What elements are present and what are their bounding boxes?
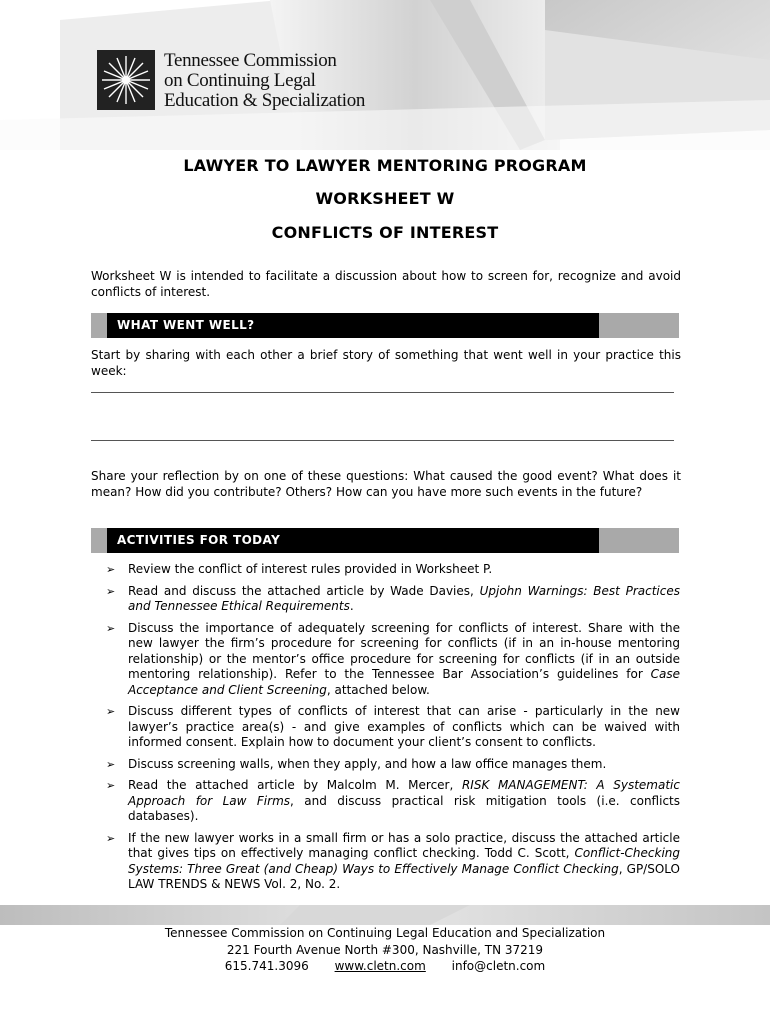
answer-line[interactable] (91, 440, 674, 441)
header-banner (0, 0, 770, 150)
commission-name (164, 51, 365, 111)
arrow-bullet-icon: ➢ (106, 705, 116, 718)
footer-org: Tennessee Commission on Continuing Legal Education and Specialization (164, 926, 606, 940)
footer-phone: 615.741.3096 (224, 959, 309, 973)
footer-band (0, 905, 770, 925)
article-title: Conflict-Checking Systems: Three Great (and Cheap) Ways to Effectively Manage Conflict Checking (128, 846, 680, 876)
guideline-title: Case Acceptance and Client Screening (128, 667, 680, 697)
list-item: ➢ If the new lawyer works in a small firm or has a solo practice, discuss the attached article that gives tips on effectively managing conflict checking. Todd C. Scott, Conflict-Checking Systems: Three Great (and Cheap) Ways to Effectively Manage Conflict Checking, GP/SOLO LAW TRENDS & NEWS Vol. 2, No. 2. (106, 830, 680, 891)
section-heading: WHAT WENT WELL? (117, 318, 255, 332)
list-item: ➢ Discuss screening walls, when they apply, and how a law office manages them. (106, 756, 607, 771)
arrow-bullet-icon: ➢ (106, 779, 116, 792)
what-went-well-header (91, 313, 679, 338)
star-burst-icon (97, 50, 155, 110)
list-item: ➢ Read the attached article by Malcolm M. Mercer, RISK MANAGEMENT: A Systematic Approach for Law Firms, and discuss practical risk mitigation tools (i.e. conflicts databases). (106, 778, 681, 823)
arrow-bullet-icon: ➢ (106, 757, 116, 771)
list-item: ➢ Discuss different types of conflicts of interest that can arise - particularly in the new lawyer’s practice area(s) - and give examples of conflicts which can be waived with informed consent. Explain how to document your client’s consent to conflicts. (106, 704, 680, 749)
article-title: Upjohn Warnings: Best Practices and Tennessee Ethical Requirements (128, 583, 680, 613)
arrow-bullet-icon: ➢ (106, 563, 116, 576)
program-title: LAWYER TO LAWYER MENTORING PROGRAM (183, 156, 587, 175)
reflection-paragraph: Share your reflection by on one of these questions: What caused the good event? What does it mean? How did you contribute? Others? How can you have more such events in the future? (91, 469, 681, 499)
org-line-2: on Continuing Legal (164, 70, 316, 91)
commission-logo (97, 50, 155, 110)
footer-email[interactable]: info@cletn.com (451, 959, 546, 973)
topic-title: CONFLICTS OF INTEREST (271, 223, 499, 242)
activities-header (91, 528, 679, 553)
section-heading: ACTIVITIES FOR TODAY (117, 533, 281, 547)
org-line-1: Tennessee Commission (164, 50, 337, 71)
footer (0, 925, 770, 975)
article-title: RISK MANAGEMENT: A Systematic Approach for Law Firms (128, 778, 680, 808)
org-line-3: Education & Specialization (164, 90, 366, 111)
arrow-bullet-icon: ➢ (106, 584, 116, 598)
website-link[interactable]: www.cletn.com (334, 959, 426, 973)
footer-contact (0, 958, 770, 975)
arrow-bullet-icon: ➢ (106, 621, 116, 635)
list-item: ➢ Review the conflict of interest rules provided in Worksheet P. (106, 562, 493, 576)
answer-line[interactable] (91, 392, 674, 393)
list-item: ➢ Read and discuss the attached article by Wade Davies, Upjohn Warnings: Best Practices and Tennessee Ethical Requirements. (106, 583, 680, 613)
footer-address: 221 Fourth Avenue North #300, Nashville, TN 37219 (226, 942, 544, 957)
intro-paragraph: Worksheet W is intended to facilitate a discussion about how to screen for, recognize and avoid conflicts of interest. (91, 269, 681, 299)
worksheet-title: WORKSHEET W (315, 189, 455, 208)
activities-list (106, 562, 680, 899)
went-well-prompt: Start by sharing with each other a brief story of something that went well in your practice this week: (91, 348, 681, 378)
list-item: ➢ Discuss the importance of adequately screening for conflicts of interest. Share with the new lawyer the firm’s procedure for screening for conflicts (if in an in-house mentoring relationship) or the mentor’s office procedure for screening for conflicts (if in an outside mentoring relationship). Refer to the Tennessee Bar Association’s guidelines for Case Acceptance and Client Screening, attached below. (106, 620, 680, 697)
arrow-bullet-icon: ➢ (106, 831, 116, 845)
